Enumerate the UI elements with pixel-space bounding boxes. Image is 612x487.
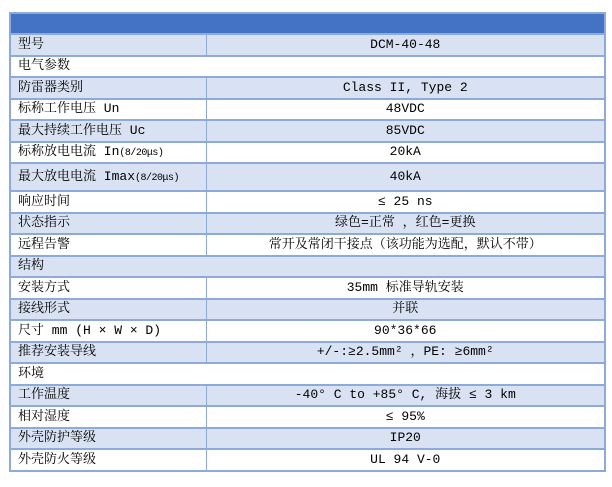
- spec-row: [10, 449, 605, 471]
- spec-row: [10, 163, 605, 191]
- spec-value-cell: UL 94 V-0: [206, 449, 605, 471]
- spec-label-cell: 尺寸 mm (H × W × D): [10, 320, 206, 342]
- spec-value-cell: ≤ 95%: [206, 406, 605, 428]
- spec-label-cell: 响应时间: [10, 191, 206, 213]
- spec-row: [10, 342, 605, 364]
- spec-row: [10, 213, 605, 235]
- spec-value-cell: 35mm 标准导轨安装: [206, 277, 605, 299]
- table-header-bar: [10, 13, 605, 34]
- spec-value-cell: Class II, Type 2: [206, 77, 605, 99]
- section-row: [10, 363, 605, 385]
- spec-row: [10, 34, 605, 56]
- spec-value-cell: +/-:≥2.5mm² ，PE: ≥6mm²: [206, 342, 605, 364]
- spec-label-cell: 相对湿度: [10, 406, 206, 428]
- spec-value-cell: ≤ 25 ns: [206, 191, 605, 213]
- spec-label-cell: 防雷器类别: [10, 77, 206, 99]
- section-label-cell: 结构: [10, 256, 605, 278]
- spec-value-cell: 90*36*66: [206, 320, 605, 342]
- spec-row: [10, 191, 605, 213]
- spec-label-cell: 状态指示: [10, 213, 206, 235]
- spec-value-cell: -40° C to +85° C, 海拔 ≤ 3 km: [206, 385, 605, 407]
- table-header-row: [10, 13, 605, 34]
- spec-row: [10, 99, 605, 121]
- spec-row: [10, 406, 605, 428]
- spec-table-head: [10, 13, 605, 34]
- spec-label-cell: 最大放电电流 Imax(8/20μs): [10, 163, 206, 191]
- spec-label-cell: 标称放电电流 In(8/20μs): [10, 142, 206, 164]
- spec-row: [10, 234, 605, 256]
- spec-label-cell: 标称工作电压 Un: [10, 99, 206, 121]
- spec-value-cell: 常开及常闭干接点（该功能为选配，默认不带）: [206, 234, 605, 256]
- spec-value-cell: 并联: [206, 299, 605, 321]
- section-row: [10, 56, 605, 78]
- section-label-cell: 环境: [10, 363, 605, 385]
- spec-row: [10, 385, 605, 407]
- spec-value-cell: 48VDC: [206, 99, 605, 121]
- section-label-cell: 电气参数: [10, 56, 605, 78]
- spec-table-body: [10, 34, 605, 471]
- spec-value-cell: 20kA: [206, 142, 605, 164]
- spec-label-cell: 外壳防火等级: [10, 449, 206, 471]
- spec-value-cell: 85VDC: [206, 120, 605, 142]
- spec-label-cell: 最大持续工作电压 Uc: [10, 120, 206, 142]
- spec-label-cell: 推荐安装导线: [10, 342, 206, 364]
- spec-value-cell: DCM-40-48: [206, 34, 605, 56]
- spec-row: [10, 428, 605, 450]
- spec-label-cell: 工作温度: [10, 385, 206, 407]
- spec-row: [10, 320, 605, 342]
- spec-label-cell: 安装方式: [10, 277, 206, 299]
- spec-label-cell: 远程告警: [10, 234, 206, 256]
- spec-row: [10, 120, 605, 142]
- spec-label-cell: 外壳防护等级: [10, 428, 206, 450]
- spec-row: [10, 77, 605, 99]
- spec-value-cell: IP20: [206, 428, 605, 450]
- spec-table: [9, 12, 606, 472]
- spec-value-cell: 绿色=正常 ，红色=更换: [206, 213, 605, 235]
- section-row: [10, 256, 605, 278]
- spec-label-note: (8/20μs): [119, 148, 164, 160]
- spec-row: [10, 299, 605, 321]
- spec-label-cell: 型号: [10, 34, 206, 56]
- spec-label-note: (8/20μs): [135, 172, 180, 184]
- spec-label-cell: 接线形式: [10, 299, 206, 321]
- spec-row: [10, 142, 605, 164]
- spec-row: [10, 277, 605, 299]
- spec-value-cell: 40kA: [206, 163, 605, 191]
